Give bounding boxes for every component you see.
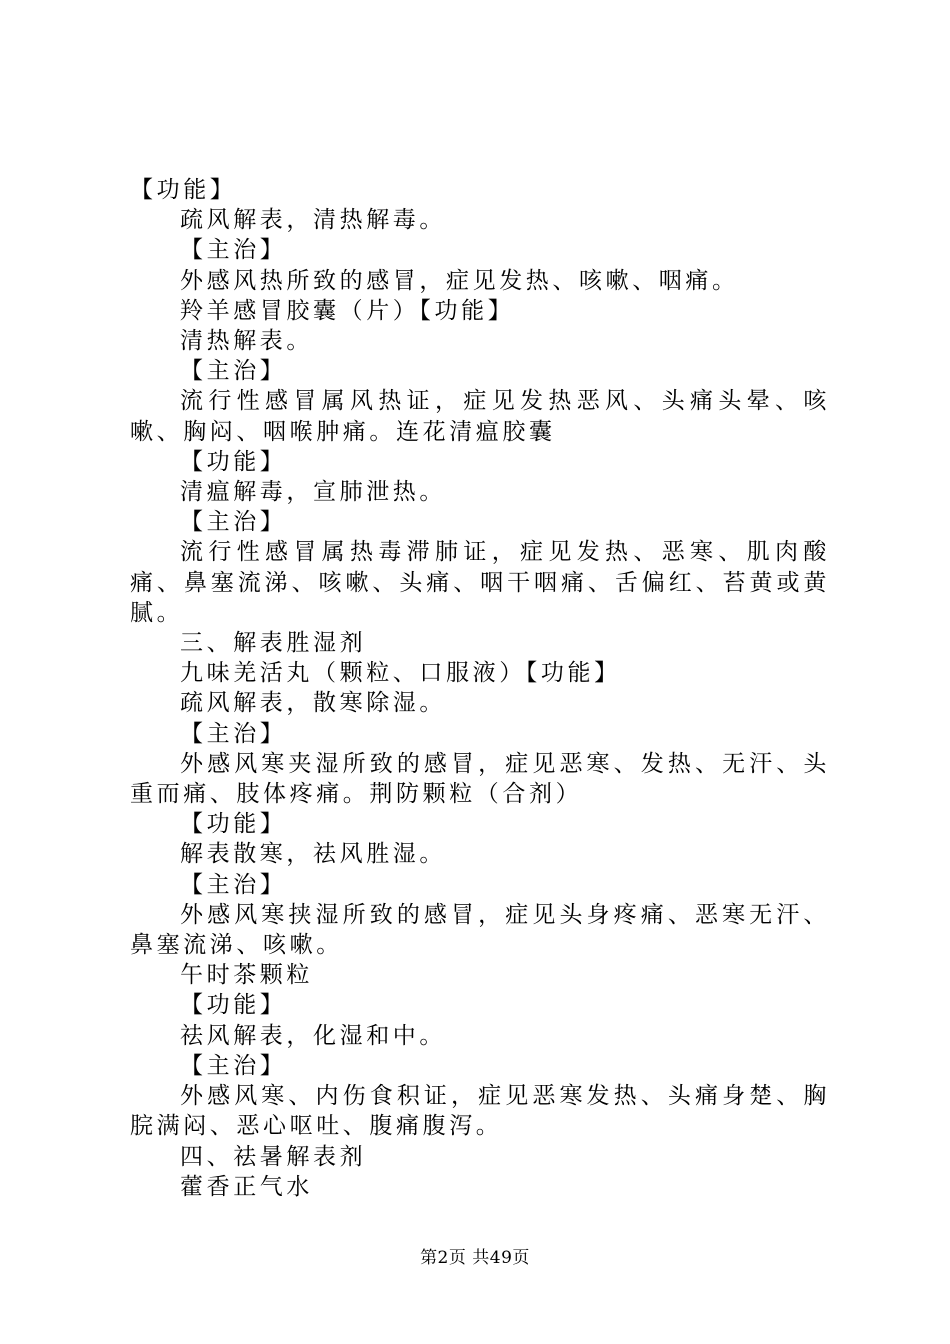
paragraph: 流行性感冒属风热证，症见发热恶风、头痛头晕、咳嗽、胸闷、咽喉肿痛。连花清瘟胶囊 [130, 388, 830, 445]
drug-title: 午时茶颗粒 [180, 962, 313, 989]
heading-indication: 【主治】 [180, 237, 287, 264]
heading-function: 【功能】 [180, 811, 287, 838]
paragraph: 外感风寒挟湿所致的感冒，症见头身疼痛、恶寒无汗、鼻塞流涕、咳嗽。 [130, 901, 830, 959]
heading-indication: 【主治】 [180, 509, 287, 536]
drug-title: 藿香正气水 [180, 1173, 313, 1200]
heading-function: 【功能】 [130, 177, 237, 203]
paragraph: 清热解表。 [180, 328, 313, 355]
document-body [130, 175, 830, 1202]
heading-function: 【功能】 [180, 992, 287, 1019]
heading-function: 【功能】 [180, 448, 287, 475]
section-heading: 三、解表胜湿剂 [180, 630, 367, 657]
paragraph: 疏风解表，散寒除湿。 [180, 690, 446, 717]
paragraph: 外感风热所致的感冒，症见发热、咳嗽、咽痛。 [180, 267, 739, 294]
paragraph: 外感风寒夹湿所致的感冒，症见恶寒、发热、无汗、头重而痛、肢体疼痛。荆防颗粒（合剂） [130, 750, 830, 808]
paragraph: 解表散寒，祛风胜湿。 [180, 841, 446, 868]
heading-indication: 【主治】 [180, 1052, 287, 1079]
drug-title: 羚羊感冒胶囊（片）【功能】 [180, 297, 515, 324]
drug-title: 九味羌活丸（颗粒、口服液）【功能】 [180, 660, 621, 687]
section-heading: 四、祛暑解表剂 [180, 1143, 367, 1170]
paragraph: 祛风解表，化湿和中。 [180, 1022, 446, 1049]
page-footer: 第2页 共49页 [420, 1248, 530, 1268]
paragraph: 外感风寒、内伤食积证，症见恶寒发热、头痛身楚、胸脘满闷、恶心呕吐、腹痛腹泻。 [130, 1083, 830, 1140]
heading-indication: 【主治】 [180, 720, 287, 747]
paragraph: 疏风解表，清热解毒。 [180, 207, 446, 234]
heading-indication: 【主治】 [180, 358, 287, 385]
paragraph: 流行性感冒属热毒滞肺证，症见发热、恶寒、肌肉酸痛、鼻塞流涕、咳嗽、头痛、咽干咽痛、舌偏红、苔黄或黄腻。 [130, 539, 830, 626]
paragraph: 清瘟解毒，宣肺泄热。 [180, 479, 446, 506]
heading-indication: 【主治】 [180, 871, 287, 898]
